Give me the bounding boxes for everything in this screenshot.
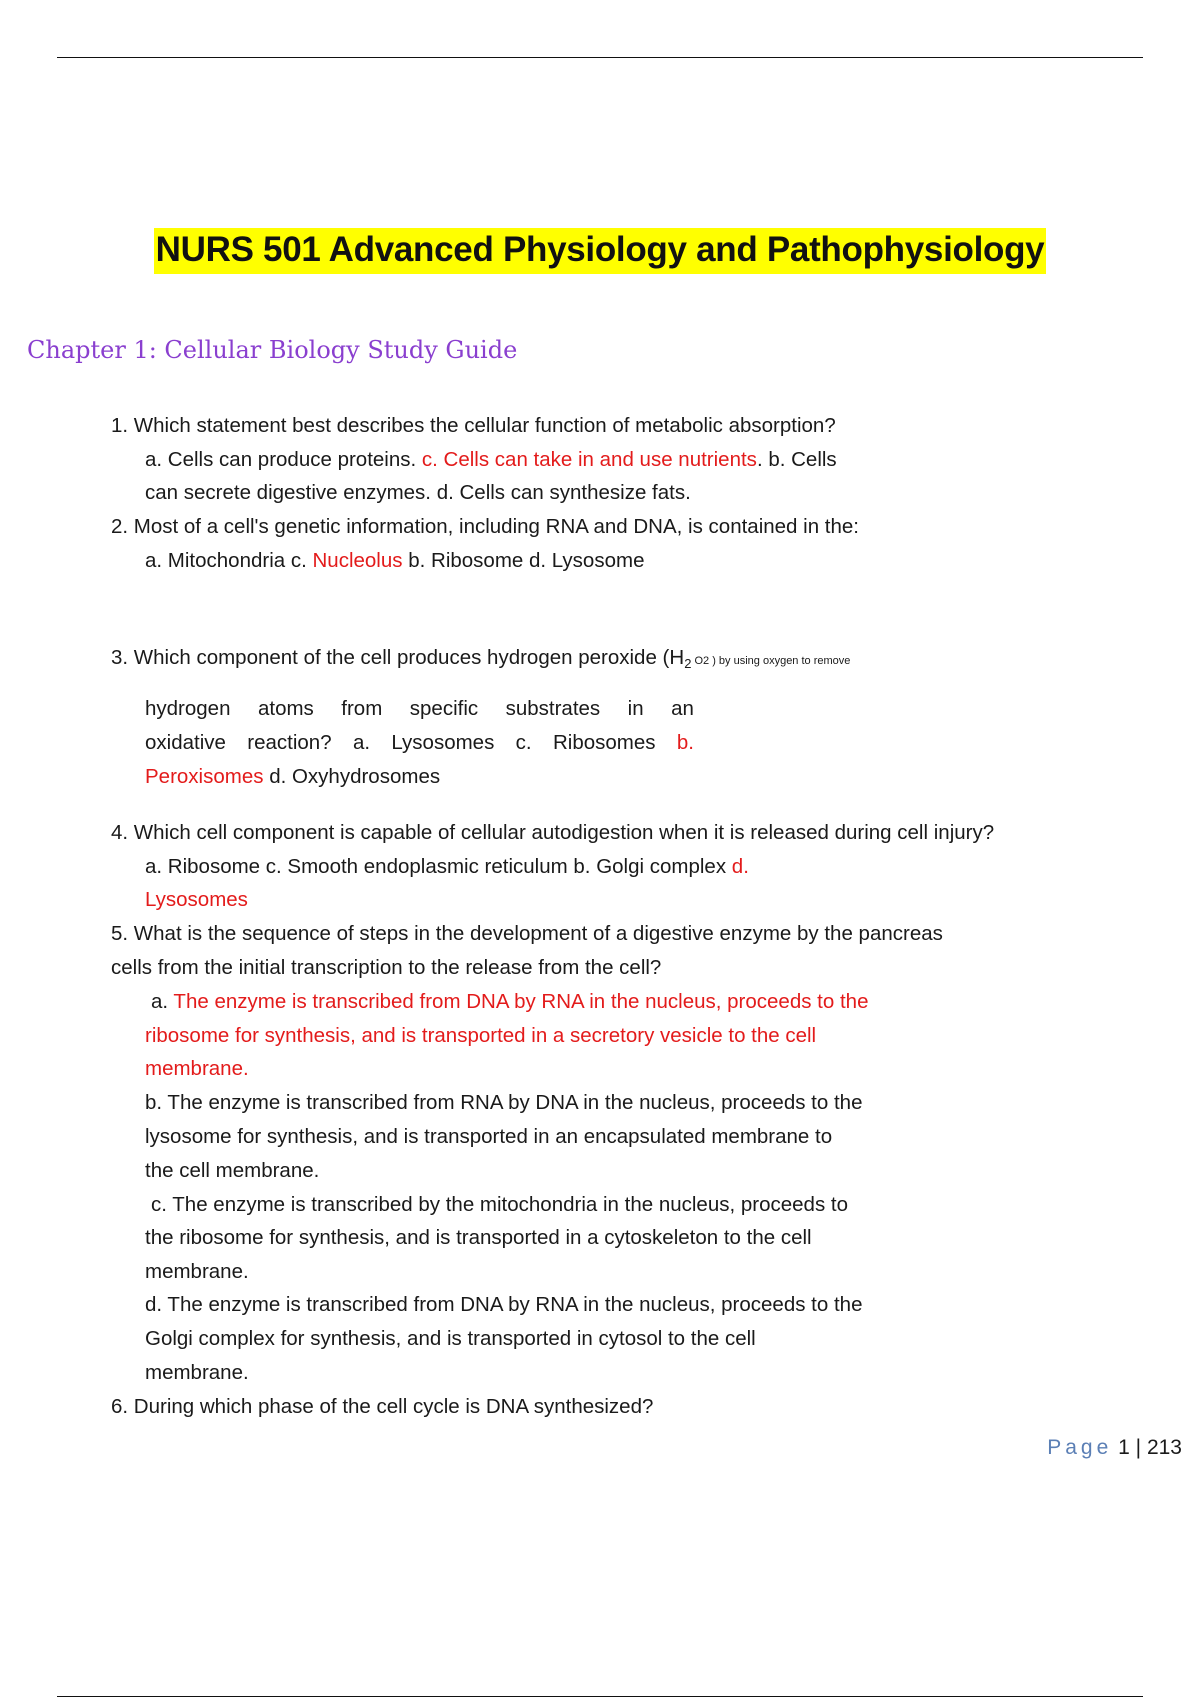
word: a. (352, 731, 371, 754)
word: Lysosomes (391, 731, 495, 754)
correct-answer: Nucleolus (312, 549, 403, 572)
question-6: 6. During which phase of the cell cycle is DNA synthesized? (111, 1395, 654, 1418)
question-text: 3. Which component of the cell produces hydrogen peroxide (H (111, 646, 685, 669)
correct-answer: Peroxisomes (145, 765, 264, 788)
question-2-options (145, 549, 644, 573)
option-d-line-2: Golgi complex for synthesis, and is transported in cytosol to the cell (145, 1327, 756, 1350)
correct-answer: c. Cells can take in and use nutrients (421, 448, 757, 471)
page-number: 1 (1118, 1436, 1130, 1459)
option-b-line-2: lysosome for synthesis, and is transported in an encapsulated membrane to (145, 1125, 833, 1148)
page-footer (1047, 1436, 1182, 1460)
question-3 (111, 646, 850, 671)
chapter-heading: Chapter 1: Cellular Biology Study Guide (27, 336, 518, 364)
question-1-options-line-1 (145, 448, 837, 472)
word: atoms (257, 697, 314, 720)
word: Ribosomes (552, 731, 656, 754)
word: reaction? (247, 731, 332, 754)
word: in (627, 697, 644, 720)
option-b-line-3: the cell membrane. (145, 1159, 320, 1182)
option-a-line-2: ribosome for synthesis, and is transported in a secretory vesicle to the cell (145, 1024, 817, 1047)
option-d-line-3: membrane. (145, 1361, 249, 1384)
question-5-line-2: cells from the initial transcription to the release from the cell? (111, 956, 662, 979)
correct-answer: The enzyme is transcribed from DNA by RNA in the nucleus, proceeds to the (173, 990, 869, 1013)
page-separator: | (1129, 1436, 1147, 1459)
option-a-line-1 (151, 990, 868, 1014)
question-4-correct-answer: Lysosomes (145, 888, 248, 911)
question-2: 2. Most of a cell's genetic information, including RNA and DNA, is contained in the: (111, 515, 859, 538)
option-a-line-3: membrane. (145, 1057, 249, 1080)
word: an (671, 697, 694, 720)
question-4-options-line-1 (145, 855, 749, 879)
option-d-line-1: d. The enzyme is transcribed from DNA by RNA in the nucleus, proceeds to the (145, 1293, 863, 1316)
option-text: d. Oxyhydrosomes (263, 765, 441, 788)
title-container (0, 228, 1200, 274)
bottom-rule (57, 1696, 1143, 1697)
option-b-line-1: b. The enzyme is transcribed from RNA by DNA in the nucleus, proceeds to the (145, 1091, 863, 1114)
correct-answer: b. (676, 731, 694, 754)
option-c-line-2: the ribosome for synthesis, and is transported in a cytoskeleton to the cell (145, 1226, 812, 1249)
question-3-line-1 (145, 697, 694, 721)
option-text: . b. Cells (756, 448, 837, 471)
question-4: 4. Which cell component is capable of cellular autodigestion when it is released during cell injury? (111, 821, 995, 844)
total-pages: 213 (1146, 1436, 1182, 1459)
word: from (341, 697, 383, 720)
document-title: NURS 501 Advanced Physiology and Pathophysiology (154, 228, 1047, 274)
option-text: a. Ribosome c. Smooth endoplasmic reticulum b. Golgi complex (145, 855, 732, 878)
option-text: a. Cells can produce proteins. (145, 448, 422, 471)
option-letter: a. (151, 990, 174, 1013)
word: oxidative (145, 731, 226, 754)
subscript: 2 (684, 656, 692, 671)
word: c. (515, 731, 532, 754)
word: specific (409, 697, 479, 720)
option-text: b. Ribosome d. Lysosome (402, 549, 645, 572)
correct-answer: d. (731, 855, 749, 878)
question-3-line-2 (145, 731, 694, 755)
option-c-line-3: membrane. (145, 1260, 249, 1283)
option-c-line-1: c. The enzyme is transcribed by the mitochondria in the nucleus, proceeds to (151, 1193, 848, 1216)
option-text: a. Mitochondria c. (145, 549, 313, 572)
question-5-line-1: 5. What is the sequence of steps in the development of a digestive enzyme by the pancreas (111, 922, 943, 945)
page-label: Page (1047, 1436, 1113, 1459)
top-rule (57, 57, 1143, 58)
word: substrates (505, 697, 601, 720)
question-1-options-line-2: can secrete digestive enzymes. d. Cells can synthesize fats. (145, 481, 691, 504)
word: hydrogen (145, 697, 231, 720)
question-3-line-3 (145, 765, 440, 789)
small-text: O2 ) by using oxygen to remove (691, 655, 851, 667)
question-1: 1. Which statement best describes the cellular function of metabolic absorption? (111, 414, 836, 437)
